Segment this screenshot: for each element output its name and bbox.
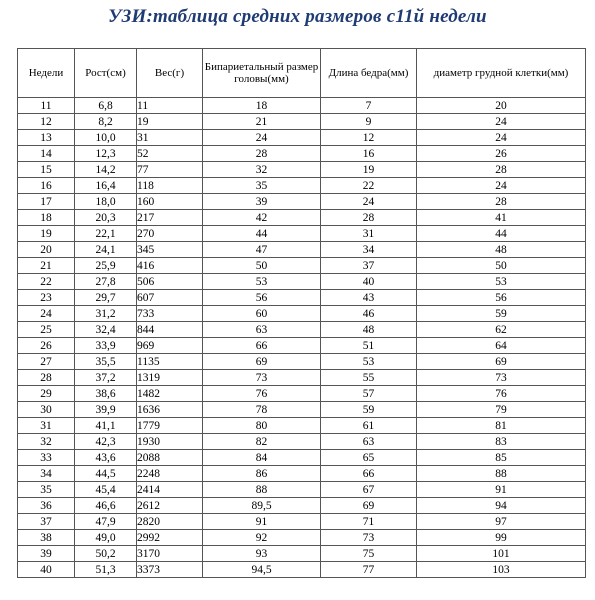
table-row — [18, 194, 586, 210]
cell-chest-diameter: 59 — [417, 306, 586, 322]
cell-weeks: 28 — [18, 370, 75, 386]
cell-height: 14,2 — [75, 162, 137, 178]
table-row — [18, 162, 586, 178]
cell-height: 32,4 — [75, 322, 137, 338]
cell-femur-length: 24 — [321, 194, 417, 210]
cell-weight: 1779 — [137, 418, 203, 434]
cell-weight: 844 — [137, 322, 203, 338]
cell-height: 43,6 — [75, 450, 137, 466]
cell-biparietal: 69 — [203, 354, 321, 370]
cell-height: 20,3 — [75, 210, 137, 226]
cell-biparietal: 28 — [203, 146, 321, 162]
cell-biparietal: 84 — [203, 450, 321, 466]
cell-weeks: 21 — [18, 258, 75, 274]
cell-biparietal: 18 — [203, 98, 321, 114]
header-weight: Вес(г) — [137, 49, 203, 98]
table-row — [18, 338, 586, 354]
cell-biparietal: 80 — [203, 418, 321, 434]
cell-weight: 2414 — [137, 482, 203, 498]
cell-weeks: 31 — [18, 418, 75, 434]
table-row — [18, 290, 586, 306]
cell-weight: 160 — [137, 194, 203, 210]
cell-femur-length: 12 — [321, 130, 417, 146]
cell-height: 41,1 — [75, 418, 137, 434]
cell-weight: 2992 — [137, 530, 203, 546]
cell-weeks: 27 — [18, 354, 75, 370]
cell-chest-diameter: 85 — [417, 450, 586, 466]
cell-chest-diameter: 26 — [417, 146, 586, 162]
cell-height: 33,9 — [75, 338, 137, 354]
cell-height: 24,1 — [75, 242, 137, 258]
cell-biparietal: 93 — [203, 546, 321, 562]
table-row — [18, 354, 586, 370]
cell-height: 35,5 — [75, 354, 137, 370]
cell-height: 8,2 — [75, 114, 137, 130]
cell-femur-length: 43 — [321, 290, 417, 306]
cell-weeks: 33 — [18, 450, 75, 466]
cell-weeks: 22 — [18, 274, 75, 290]
cell-chest-diameter: 101 — [417, 546, 586, 562]
cell-weeks: 16 — [18, 178, 75, 194]
cell-weight: 3170 — [137, 546, 203, 562]
cell-height: 6,8 — [75, 98, 137, 114]
table-row — [18, 434, 586, 450]
cell-femur-length: 51 — [321, 338, 417, 354]
cell-biparietal: 56 — [203, 290, 321, 306]
fetal-size-table — [17, 48, 586, 578]
cell-chest-diameter: 91 — [417, 482, 586, 498]
table-row — [18, 322, 586, 338]
cell-femur-length: 61 — [321, 418, 417, 434]
table-row — [18, 418, 586, 434]
cell-femur-length: 59 — [321, 402, 417, 418]
cell-chest-diameter: 28 — [417, 162, 586, 178]
table-row — [18, 98, 586, 114]
cell-femur-length: 19 — [321, 162, 417, 178]
cell-chest-diameter: 24 — [417, 178, 586, 194]
cell-femur-length: 53 — [321, 354, 417, 370]
cell-femur-length: 7 — [321, 98, 417, 114]
cell-biparietal: 21 — [203, 114, 321, 130]
cell-femur-length: 48 — [321, 322, 417, 338]
cell-chest-diameter: 76 — [417, 386, 586, 402]
cell-biparietal: 32 — [203, 162, 321, 178]
cell-weight: 1930 — [137, 434, 203, 450]
cell-chest-diameter: 103 — [417, 562, 586, 578]
cell-height: 47,9 — [75, 514, 137, 530]
table-row — [18, 482, 586, 498]
cell-weeks: 13 — [18, 130, 75, 146]
table-row — [18, 130, 586, 146]
cell-chest-diameter: 99 — [417, 530, 586, 546]
table-row — [18, 562, 586, 578]
cell-biparietal: 73 — [203, 370, 321, 386]
cell-height: 18,0 — [75, 194, 137, 210]
cell-weeks: 24 — [18, 306, 75, 322]
cell-chest-diameter: 44 — [417, 226, 586, 242]
cell-femur-length: 57 — [321, 386, 417, 402]
cell-weight: 19 — [137, 114, 203, 130]
cell-femur-length: 66 — [321, 466, 417, 482]
cell-chest-diameter: 64 — [417, 338, 586, 354]
table-row — [18, 242, 586, 258]
cell-biparietal: 53 — [203, 274, 321, 290]
cell-biparietal: 66 — [203, 338, 321, 354]
table-row — [18, 402, 586, 418]
cell-weeks: 17 — [18, 194, 75, 210]
header-height: Рост(см) — [75, 49, 137, 98]
cell-biparietal: 47 — [203, 242, 321, 258]
cell-weight: 506 — [137, 274, 203, 290]
cell-height: 46,6 — [75, 498, 137, 514]
cell-biparietal: 39 — [203, 194, 321, 210]
cell-height: 29,7 — [75, 290, 137, 306]
cell-femur-length: 77 — [321, 562, 417, 578]
cell-chest-diameter: 24 — [417, 130, 586, 146]
cell-weight: 1135 — [137, 354, 203, 370]
cell-biparietal: 63 — [203, 322, 321, 338]
cell-femur-length: 46 — [321, 306, 417, 322]
cell-chest-diameter: 28 — [417, 194, 586, 210]
table-row — [18, 370, 586, 386]
cell-biparietal: 88 — [203, 482, 321, 498]
cell-height: 42,3 — [75, 434, 137, 450]
cell-weight: 345 — [137, 242, 203, 258]
cell-weight: 2248 — [137, 466, 203, 482]
table-row — [18, 226, 586, 242]
cell-chest-diameter: 69 — [417, 354, 586, 370]
cell-weeks: 36 — [18, 498, 75, 514]
cell-weeks: 30 — [18, 402, 75, 418]
table-row — [18, 114, 586, 130]
cell-weight: 11 — [137, 98, 203, 114]
cell-chest-diameter: 83 — [417, 434, 586, 450]
cell-chest-diameter: 41 — [417, 210, 586, 226]
cell-biparietal: 92 — [203, 530, 321, 546]
table-row — [18, 546, 586, 562]
cell-height: 12,3 — [75, 146, 137, 162]
cell-height: 37,2 — [75, 370, 137, 386]
cell-weeks: 11 — [18, 98, 75, 114]
cell-chest-diameter: 24 — [417, 114, 586, 130]
cell-weight: 31 — [137, 130, 203, 146]
cell-chest-diameter: 53 — [417, 274, 586, 290]
cell-femur-length: 73 — [321, 530, 417, 546]
table-row — [18, 306, 586, 322]
table-row — [18, 530, 586, 546]
cell-weeks: 15 — [18, 162, 75, 178]
table-row — [18, 146, 586, 162]
cell-weeks: 25 — [18, 322, 75, 338]
header-femur-length: Длина бедра(мм) — [321, 49, 417, 98]
header-biparietal: Бипариетальный размер головы(мм) — [203, 49, 321, 98]
cell-height: 39,9 — [75, 402, 137, 418]
cell-weight: 52 — [137, 146, 203, 162]
cell-biparietal: 35 — [203, 178, 321, 194]
cell-biparietal: 44 — [203, 226, 321, 242]
cell-weeks: 20 — [18, 242, 75, 258]
cell-biparietal: 60 — [203, 306, 321, 322]
cell-femur-length: 22 — [321, 178, 417, 194]
cell-femur-length: 9 — [321, 114, 417, 130]
table-header-row — [18, 49, 586, 98]
cell-femur-length: 28 — [321, 210, 417, 226]
cell-weeks: 12 — [18, 114, 75, 130]
cell-biparietal: 89,5 — [203, 498, 321, 514]
cell-weight: 217 — [137, 210, 203, 226]
table-row — [18, 274, 586, 290]
cell-height: 49,0 — [75, 530, 137, 546]
cell-weeks: 38 — [18, 530, 75, 546]
cell-weeks: 32 — [18, 434, 75, 450]
table-row — [18, 466, 586, 482]
cell-femur-length: 65 — [321, 450, 417, 466]
cell-weight: 77 — [137, 162, 203, 178]
cell-weight: 416 — [137, 258, 203, 274]
cell-femur-length: 37 — [321, 258, 417, 274]
cell-biparietal: 78 — [203, 402, 321, 418]
cell-biparietal: 50 — [203, 258, 321, 274]
cell-height: 51,3 — [75, 562, 137, 578]
cell-weeks: 39 — [18, 546, 75, 562]
cell-chest-diameter: 97 — [417, 514, 586, 530]
cell-height: 16,4 — [75, 178, 137, 194]
cell-weight: 1636 — [137, 402, 203, 418]
cell-height: 10,0 — [75, 130, 137, 146]
cell-femur-length: 16 — [321, 146, 417, 162]
cell-weeks: 29 — [18, 386, 75, 402]
cell-weeks: 23 — [18, 290, 75, 306]
cell-height: 31,2 — [75, 306, 137, 322]
cell-weight: 1319 — [137, 370, 203, 386]
cell-femur-length: 75 — [321, 546, 417, 562]
cell-weight: 1482 — [137, 386, 203, 402]
cell-biparietal: 82 — [203, 434, 321, 450]
cell-weight: 2612 — [137, 498, 203, 514]
cell-biparietal: 91 — [203, 514, 321, 530]
table-row — [18, 258, 586, 274]
cell-femur-length: 55 — [321, 370, 417, 386]
cell-femur-length: 40 — [321, 274, 417, 290]
cell-chest-diameter: 48 — [417, 242, 586, 258]
cell-chest-diameter: 56 — [417, 290, 586, 306]
cell-weeks: 34 — [18, 466, 75, 482]
cell-biparietal: 76 — [203, 386, 321, 402]
table-row — [18, 178, 586, 194]
cell-weeks: 14 — [18, 146, 75, 162]
cell-biparietal: 42 — [203, 210, 321, 226]
table-row — [18, 514, 586, 530]
table-row — [18, 450, 586, 466]
cell-chest-diameter: 20 — [417, 98, 586, 114]
cell-femur-length: 71 — [321, 514, 417, 530]
header-chest-diameter: диаметр грудной клетки(мм) — [417, 49, 586, 98]
cell-height: 27,8 — [75, 274, 137, 290]
cell-height: 22,1 — [75, 226, 137, 242]
cell-height: 45,4 — [75, 482, 137, 498]
cell-femur-length: 31 — [321, 226, 417, 242]
header-weeks: Недели — [18, 49, 75, 98]
table-row — [18, 210, 586, 226]
cell-chest-diameter: 88 — [417, 466, 586, 482]
cell-height: 38,6 — [75, 386, 137, 402]
cell-weight: 118 — [137, 178, 203, 194]
cell-femur-length: 67 — [321, 482, 417, 498]
cell-weeks: 19 — [18, 226, 75, 242]
cell-weight: 3373 — [137, 562, 203, 578]
cell-weight: 270 — [137, 226, 203, 242]
cell-weight: 2820 — [137, 514, 203, 530]
cell-chest-diameter: 81 — [417, 418, 586, 434]
cell-height: 44,5 — [75, 466, 137, 482]
cell-biparietal: 94,5 — [203, 562, 321, 578]
cell-height: 25,9 — [75, 258, 137, 274]
cell-femur-length: 63 — [321, 434, 417, 450]
cell-biparietal: 24 — [203, 130, 321, 146]
table-body — [18, 98, 586, 578]
cell-weight: 2088 — [137, 450, 203, 466]
cell-weight: 607 — [137, 290, 203, 306]
cell-weeks: 26 — [18, 338, 75, 354]
cell-chest-diameter: 73 — [417, 370, 586, 386]
cell-biparietal: 86 — [203, 466, 321, 482]
cell-chest-diameter: 79 — [417, 402, 586, 418]
cell-chest-diameter: 50 — [417, 258, 586, 274]
page-title: УЗИ:таблица средних размеров с11й недели — [108, 6, 487, 27]
cell-chest-diameter: 62 — [417, 322, 586, 338]
cell-weight: 969 — [137, 338, 203, 354]
cell-height: 50,2 — [75, 546, 137, 562]
cell-chest-diameter: 94 — [417, 498, 586, 514]
cell-weeks: 37 — [18, 514, 75, 530]
cell-weeks: 35 — [18, 482, 75, 498]
cell-weeks: 18 — [18, 210, 75, 226]
table-row — [18, 498, 586, 514]
cell-femur-length: 69 — [321, 498, 417, 514]
cell-weeks: 40 — [18, 562, 75, 578]
table-row — [18, 386, 586, 402]
cell-weight: 733 — [137, 306, 203, 322]
cell-femur-length: 34 — [321, 242, 417, 258]
